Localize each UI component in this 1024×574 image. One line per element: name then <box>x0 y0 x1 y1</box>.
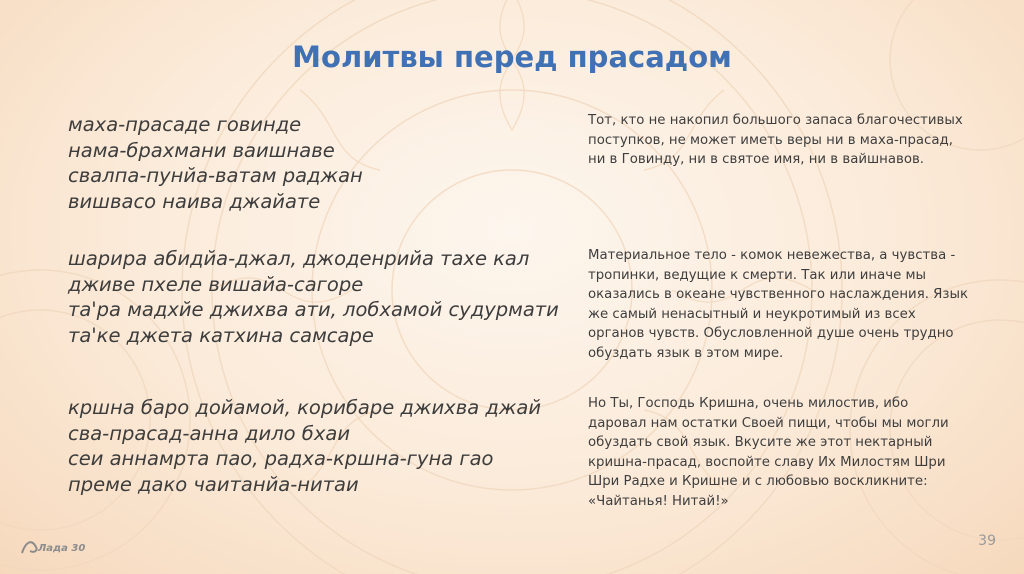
verse-line: сеи аннамрта пао, радха-кршна-гуна гао <box>68 447 494 470</box>
verse-line: нама-брахмани ваишнаве <box>68 138 335 162</box>
page-number: 39 <box>978 533 996 549</box>
verse-line: сва-прасад-анна дило бхаи <box>68 421 350 445</box>
verse-line: вишвасо наива джайате <box>68 189 321 213</box>
verse-1 <box>68 112 568 214</box>
slide-title: Молитвы перед прасадом <box>292 40 732 74</box>
verse-line: дживе пхеле вишайа-сагоре <box>68 272 364 296</box>
verse-line: преме дако чаитанйа-нитаи <box>68 472 359 496</box>
verse-line: маха-прасаде говинде <box>68 113 302 136</box>
verse-2 <box>68 246 568 348</box>
verse-line: та'ра мадхйе джихва ати, лобхамой судурмати <box>68 298 559 321</box>
translation-3: Но Ты, Господь Кришна, очень милостив, ибо даровал нам остатки Своей пищи, чтобы мы могли обуздать свой язык. Вкусите же этот нектарный кришна-прасад, воспойте славу Их Милостям Шри Шри Радхе и Кришне и с любовью воскликните: «Чайтанья! Нитай!» <box>588 396 949 509</box>
verse-line: та'ке джета катхина самсаре <box>68 323 374 347</box>
verse-line: свалпа-пунйа-ватам раджан <box>68 164 363 187</box>
translation-1: Тот, кто не накопил большого запаса благочестивых поступков, не может иметь веры ни в маха-прасад, ни в Говинду, ни в святое имя, ни в вайшнавов. <box>588 113 963 167</box>
verse-line: шарира абидйа-джал, джоденрийа тахе кал <box>68 247 530 270</box>
svg-text:Лада 30: Лада 30 <box>38 543 86 554</box>
translation-2: Материальное тело - комок невежества, а чувства - тропинки, ведущие к смерти. Так или иначе мы оказались в океане чувственного наслаждения. Язык же самый ненасытный и неукротимый из всех органов чувств. Обусловленной душе очень трудно обуздать язык в этом мире. <box>588 248 968 361</box>
verse-3 <box>68 395 568 497</box>
lada-logo <box>20 537 86 555</box>
verse-line: кршна баро дойамой, корибаре джихва джай <box>68 396 542 419</box>
